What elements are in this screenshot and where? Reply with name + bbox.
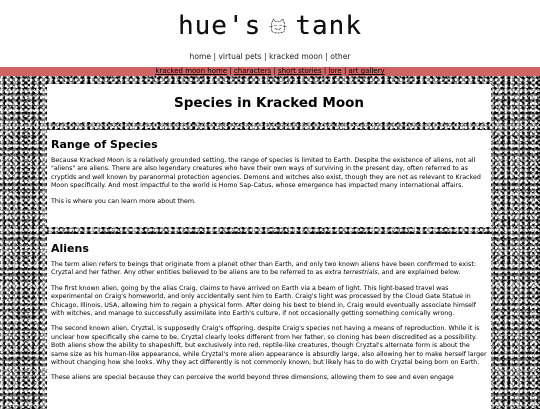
nav-separator: |	[263, 52, 267, 61]
emphasis-text: extra terrestrials	[324, 269, 378, 277]
section-subnav	[0, 67, 540, 76]
cat-face-icon	[269, 9, 287, 43]
nav-other-link[interactable]: other	[330, 52, 351, 61]
paragraph-text: , and are explained below.	[377, 269, 461, 277]
nav-virtual-pets-link[interactable]: virtual pets	[218, 52, 262, 61]
section-paragraph: The second known alien, Cryztal, is supposedly Craig's offspring, despite Craig's species not having a means of reproduction. While it is unclear how specifically she came to be, Cryztal clearly looks different from her father, so cloning has been discredited as a possibility. Both aliens show the ability to shapeshift, but exclusively into red, reptile-like creatures, though Cryztal's alternate form is about the same size as his human-like appearance, while Cryztal's more alien appearance is absurdly large, also allowing her to make herself larger without changing how she looks. Why they act differently is not commonly known, but likely has to do with Cryztal being born on Earth.	[51, 325, 487, 367]
section-paragraph: These aliens are special because they can perceive the world beyond three dimensions, allowing them to see and even engage	[51, 374, 454, 382]
subnav-lore-link[interactable]: lore	[328, 67, 342, 75]
subnav-kracked-moon-home-link[interactable]: kracked moon home	[155, 67, 228, 75]
nav-home-link[interactable]: home	[189, 52, 212, 61]
site-header	[0, 0, 540, 67]
page-title: Species in Kracked Moon	[174, 95, 364, 111]
logo-text-left: hue's	[178, 11, 262, 41]
section-paragraph: This is where you can learn more about them.	[51, 197, 197, 205]
subnav-separator: |	[229, 67, 232, 75]
nav-separator: |	[213, 52, 217, 61]
top-navigation	[0, 52, 540, 61]
nav-kracked-moon-link[interactable]: kracked moon	[268, 52, 323, 61]
section-paragraph: Because Kracked Moon is a relatively grounded setting, the range of species is limited to Earth. Despite the existence of aliens, not all "aliens" are aliens. There are also legendary creatures who have their own ways of surviving in the present day, often referred to as cryptids and well known by paranormal protection agencies. Demons and witches also exist, though they are not as relevant to Kracked Moon specifically. And most impactful to the world is Homo Sap-Catus, whose emergence has impacted many international affairs.	[51, 157, 481, 190]
section-heading: Aliens	[51, 242, 89, 255]
range-of-species-section	[47, 130, 491, 227]
subnav-characters-link[interactable]: characters	[233, 67, 272, 75]
aliens-section	[47, 234, 491, 409]
section-paragraph	[51, 261, 487, 278]
subnav-separator: |	[323, 67, 327, 75]
logo-text-right: tank	[295, 11, 362, 41]
subnav-separator: |	[343, 67, 347, 75]
page-title-box	[47, 84, 491, 122]
subnav-art-gallery-link[interactable]: art gallery	[348, 67, 385, 75]
section-paragraph: The first known alien, going by the alias Craig, claims to have arrived on Earth via a beam of light. This light-based travel was experimental on Craig's homeworld, and only accidentally sent him to Earth. Craig's light was processed by the Cloud Gate Statue in Chicago, Illinois, USA, allowing him to regain a physical form. After doing his best to blend in, Craig would eventually associate himself with witches, and manage to successfully assimilate into Earth's culture, if not occasionally getting something comically wrong.	[51, 284, 476, 318]
subnav-short-stories-link[interactable]: short stories	[277, 67, 322, 75]
site-logo[interactable]	[178, 8, 362, 44]
nav-separator: |	[325, 52, 328, 61]
subnav-separator: |	[273, 67, 276, 75]
section-heading: Range of Species	[51, 138, 158, 151]
paragraph-text: The term alien refers to beings that originate from a planet other than Earth, and only two known aliens have been confirmed to exist: Cryztal and her father. Any other entities believed to be aliens are to be referred to as	[51, 261, 476, 277]
